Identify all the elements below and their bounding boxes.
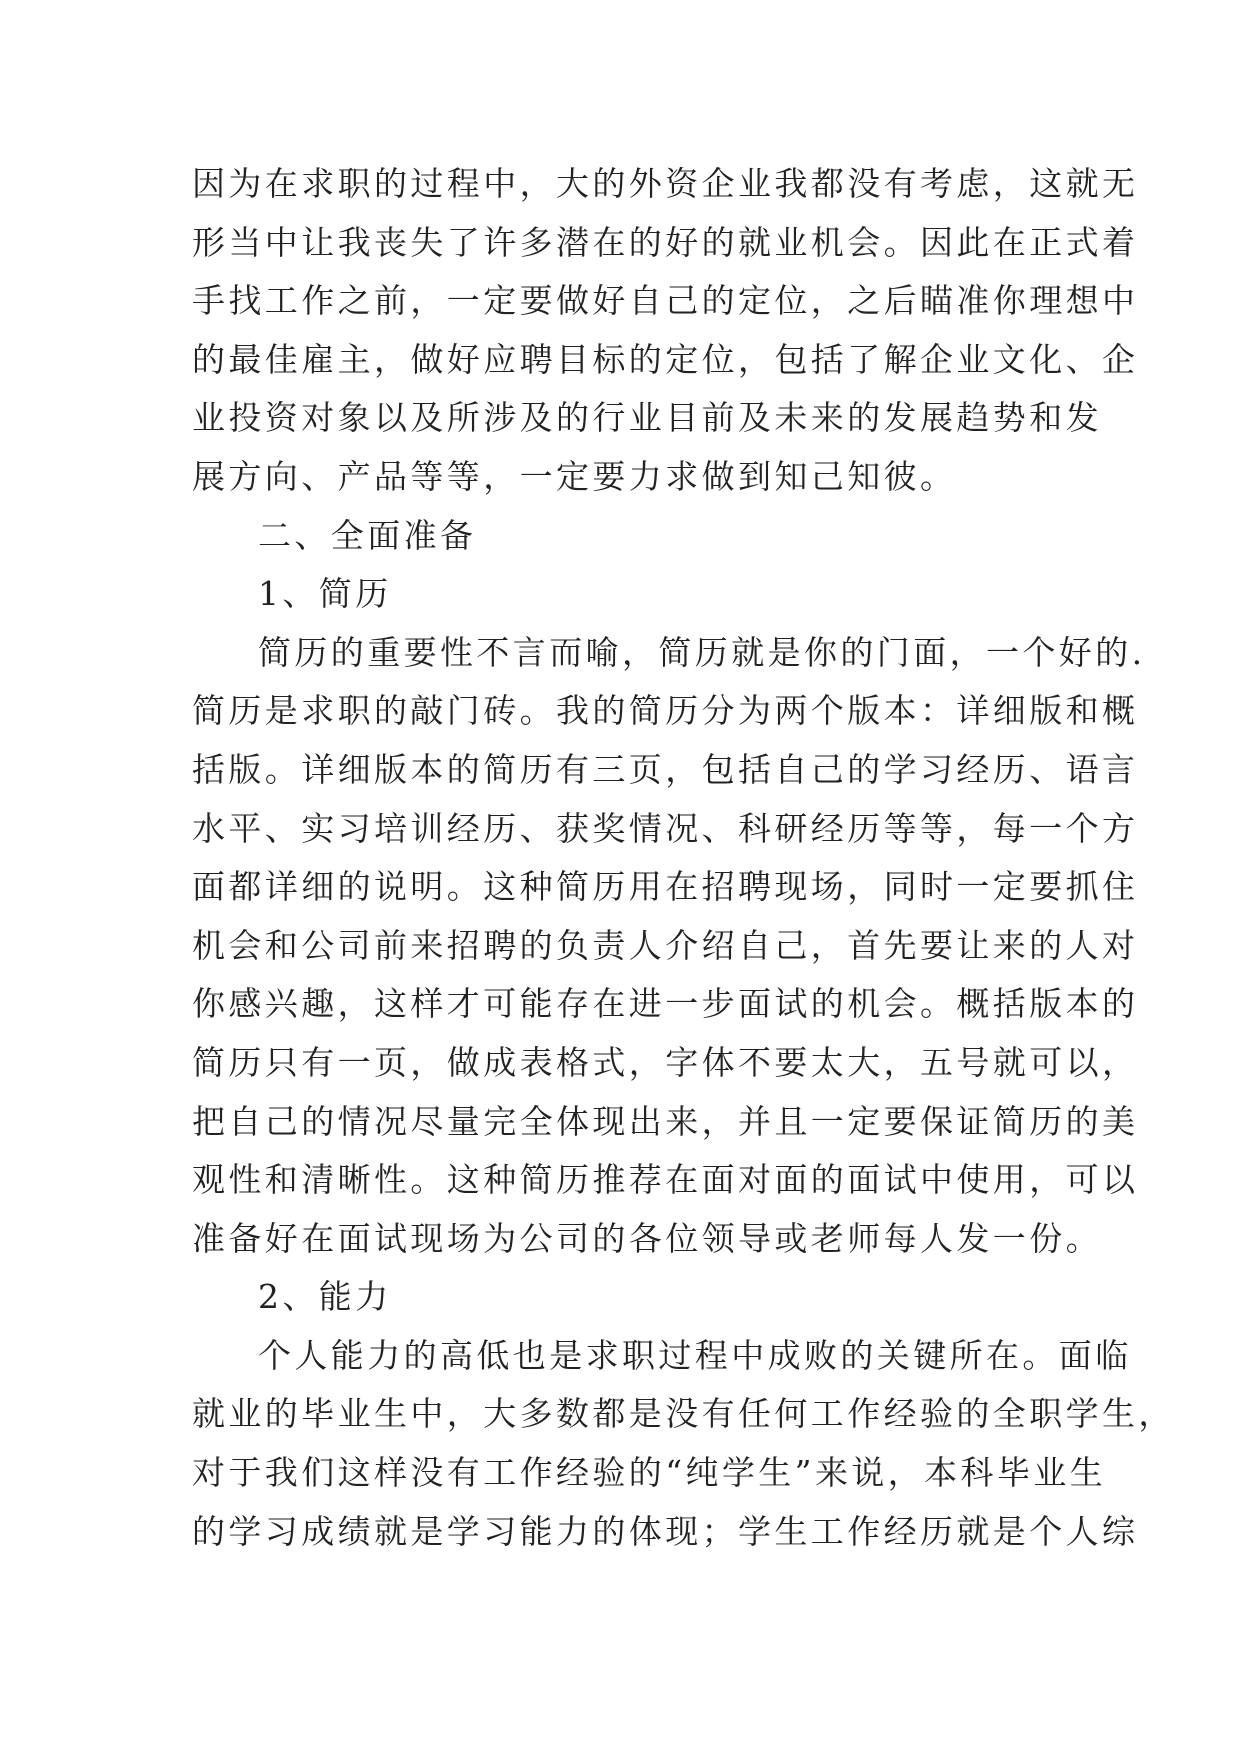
text-line: 展方向、产品等等，一定要力求做到知己知彼。 <box>192 456 957 496</box>
text-line: 水平、实习培训经历、获奖情况、科研经历等等，每一个方 <box>192 808 1139 848</box>
text-line: 因为在求职的过程中，大的外资企业我都没有考虑，这就无 <box>192 164 1139 203</box>
text-line: 形当中让我丧失了许多潜在的好的就业机会。因此在正式着 <box>192 222 1139 262</box>
text-line: 业投资对象以及所涉及的行业目前及未来的发展趋势和发 <box>192 398 1102 438</box>
text-line: 把自己的情况尽量完全体现出来，并且一定要保证简历的美 <box>192 1101 1139 1141</box>
text-line: 对于我们这样没有工作经验的“纯学生”来说，本科毕业生 <box>192 1453 1107 1493</box>
text-line: 准备好在面试现场为公司的各位领导或老师每人发一份。 <box>192 1218 1102 1258</box>
text-line: 观性和清晰性。这种简历推荐在面对面的面试中使用，可以 <box>192 1160 1139 1200</box>
subsection-heading: 1、简历 <box>258 574 392 614</box>
text-line: 手找工作之前，一定要做好自己的定位，之后瞄准你理想中 <box>192 281 1139 321</box>
text-line: 简历的重要性不言而喻，简历就是你的门面，一个好的. <box>258 632 1146 672</box>
section-heading: 二、全面准备 <box>258 515 477 555</box>
text-line: 面都详细的说明。这种简历用在招聘现场，同时一定要抓住 <box>192 867 1139 907</box>
text-line: 就业的毕业生中，大多数都是没有任何工作经验的全职学生， <box>192 1394 1175 1434</box>
subsection-heading: 2、能力 <box>258 1277 392 1317</box>
text-line: 机会和公司前来招聘的负责人介绍自己，首先要让来的人对 <box>192 925 1139 965</box>
text-line: 的学习成绩就是学习能力的体现；学生工作经历就是个人综 <box>192 1511 1139 1551</box>
text-line: 你感兴趣，这样才可能存在进一步面试的机会。概括版本的 <box>192 984 1139 1024</box>
text-line: 的最佳雇主，做好应聘目标的定位，包括了解企业文化、企 <box>192 339 1139 379</box>
document-body <box>192 155 1175 1561</box>
text-line: 括版。详细版本的简历有三页，包括自己的学习经历、语言 <box>192 749 1139 789</box>
text-line: 个人能力的高低也是求职过程中成败的关键所在。面临 <box>258 1335 1132 1375</box>
text-line: 简历是求职的敲门砖。我的简历分为两个版本：详细版和概 <box>192 691 1139 731</box>
text-line: 简历只有一页，做成表格式，字体不要太大，五号就可以， <box>192 1042 1139 1082</box>
